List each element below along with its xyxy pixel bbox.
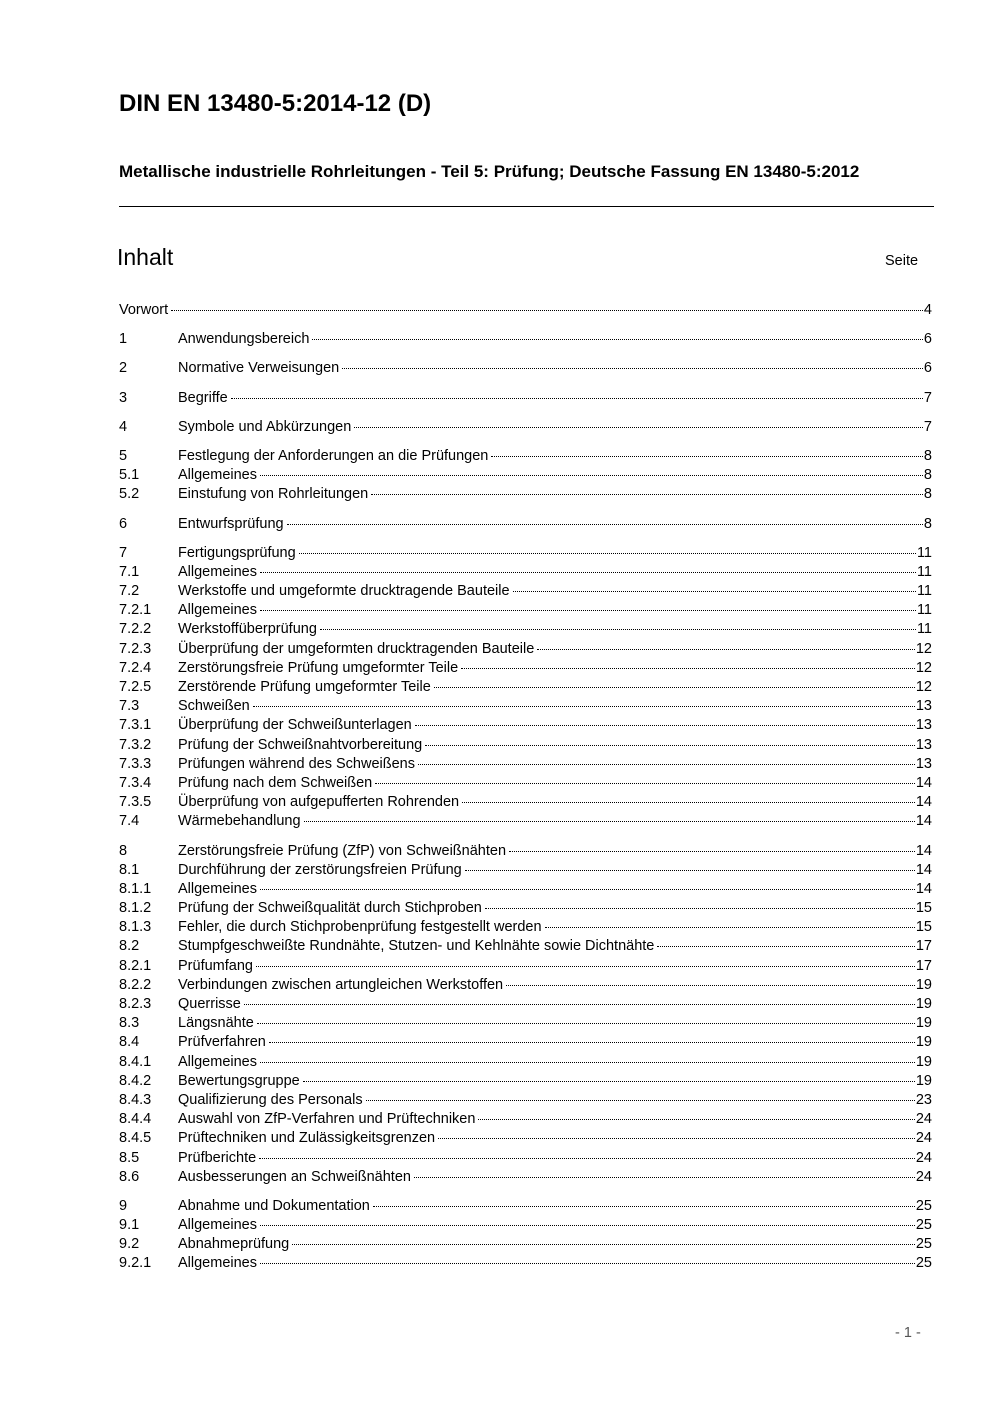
subtitle-divider xyxy=(119,206,934,207)
toc-entry[interactable] xyxy=(119,563,932,582)
toc-entry[interactable] xyxy=(119,1072,932,1091)
toc-entry[interactable] xyxy=(119,1129,932,1148)
toc-entry-page: 11 xyxy=(916,621,932,638)
toc-dot-leader xyxy=(414,1177,915,1178)
toc-entry[interactable] xyxy=(119,861,932,880)
toc-entry-label: Abnahmeprüfung xyxy=(178,1236,290,1253)
toc-entry-label: Querrisse xyxy=(178,996,241,1012)
toc-entry[interactable] xyxy=(119,937,932,956)
toc-entry-page: 14 xyxy=(915,861,932,878)
toc-entry-number: 4 xyxy=(119,418,128,435)
toc-entry-label: Allgemeines xyxy=(178,467,257,484)
toc-entry[interactable] xyxy=(119,793,932,812)
toc-entry-label: Normative Verweisungen xyxy=(178,360,340,377)
toc-dot-leader xyxy=(260,610,916,611)
toc-entry-number: 8.5 xyxy=(119,1149,140,1166)
toc-entry[interactable] xyxy=(119,1149,932,1168)
toc-entry-page: 15 xyxy=(915,900,932,917)
toc-entry-label: Zerstörungsfreie Prüfung umgeformter Teile xyxy=(178,659,459,676)
toc-entry-page: 11 xyxy=(916,544,932,561)
toc-entry-label: Symbole und Abkürzungen xyxy=(178,418,352,435)
toc-entry[interactable] xyxy=(119,774,932,793)
toc-entry-number: 5 xyxy=(119,447,128,464)
toc-heading: Inhalt xyxy=(117,244,174,270)
toc-entry-page: 24 xyxy=(915,1149,932,1166)
toc-dot-leader xyxy=(292,1244,915,1245)
toc-dot-leader xyxy=(342,368,923,369)
toc-entry[interactable] xyxy=(119,678,932,697)
toc-entry-label: Einstufung von Rohrleitungen xyxy=(178,486,369,503)
toc-entry-page: 12 xyxy=(915,679,932,695)
toc-entry-page: 13 xyxy=(915,736,932,753)
toc-entry[interactable] xyxy=(119,1091,932,1110)
toc-entry[interactable] xyxy=(119,485,932,504)
toc-entry[interactable] xyxy=(119,697,932,716)
toc-entry-label: Qualifizierung des Personals xyxy=(178,1091,363,1108)
toc-entry-number: 8 xyxy=(119,842,128,859)
toc-entry-page: 19 xyxy=(915,1015,932,1032)
toc-entry-page: 14 xyxy=(915,774,932,791)
toc-entry[interactable] xyxy=(119,1014,932,1033)
toc-entry[interactable] xyxy=(119,1254,932,1273)
toc-entry[interactable] xyxy=(119,736,932,755)
toc-entry-number: 8.3 xyxy=(119,1015,140,1032)
toc-entry-number: 8.4.3 xyxy=(119,1091,152,1108)
toc-group xyxy=(119,389,932,408)
toc-dot-leader xyxy=(366,1100,915,1101)
toc-dot-leader xyxy=(269,1042,915,1043)
toc-entry-label: Abnahme und Dokumentation xyxy=(178,1197,370,1214)
toc-entry-number: 8.1 xyxy=(119,861,140,878)
toc-entry[interactable] xyxy=(119,1235,932,1254)
toc-entry[interactable] xyxy=(119,515,932,534)
toc-group xyxy=(119,359,932,378)
toc-entry[interactable] xyxy=(119,466,932,485)
toc-entry-number: 9.2 xyxy=(119,1236,140,1253)
toc-entry-page: 14 xyxy=(915,794,932,811)
document-subtitle: Metallische industrielle Rohrleitungen - Teil 5: Prüfung; Deutsche Fassung EN 13480-5:2012 xyxy=(119,162,860,181)
toc-entry-label: Verbindungen zwischen artungleichen Werkstoffen xyxy=(178,976,504,993)
toc-entry[interactable] xyxy=(119,330,932,349)
toc-dot-leader xyxy=(354,427,923,428)
toc-dot-leader xyxy=(260,889,915,890)
toc-entry[interactable] xyxy=(119,812,932,831)
toc-entry-page: 19 xyxy=(915,996,932,1012)
toc-dot-leader xyxy=(438,1138,915,1139)
toc-entry[interactable] xyxy=(119,359,932,378)
toc-group xyxy=(119,447,932,505)
toc-dot-leader xyxy=(415,725,915,726)
toc-entry-label: Prüfung nach dem Schweißen xyxy=(178,774,373,791)
toc-dot-leader xyxy=(485,908,915,909)
toc-dot-leader xyxy=(260,1225,915,1226)
toc-entry-number: 8.2.2 xyxy=(119,976,152,993)
toc-dot-leader xyxy=(478,1119,914,1120)
toc-dot-leader xyxy=(171,310,923,311)
toc-entry-page: 24 xyxy=(915,1168,932,1185)
toc-dot-leader xyxy=(371,494,923,495)
toc-entry-number: 7.2.5 xyxy=(119,679,152,695)
toc-entry[interactable] xyxy=(119,447,932,466)
toc-entry-page: 24 xyxy=(915,1130,932,1147)
toc-dot-leader xyxy=(509,851,915,852)
table-of-contents xyxy=(119,301,932,1284)
toc-entry-label: Allgemeines xyxy=(178,1255,257,1272)
toc-entry-label: Überprüfung der Schweißunterlagen xyxy=(178,717,412,734)
toc-dot-leader xyxy=(259,1158,915,1159)
toc-entry-number: 8.4.4 xyxy=(119,1111,152,1128)
toc-entry[interactable] xyxy=(119,918,932,937)
toc-entry-label: Allgemeines xyxy=(178,602,257,619)
toc-entry[interactable] xyxy=(119,544,932,563)
toc-entry-number: 7.3.1 xyxy=(119,717,152,734)
toc-dot-leader xyxy=(287,524,923,525)
toc-entry-label: Allgemeines xyxy=(178,1053,257,1070)
toc-dot-leader xyxy=(375,783,915,784)
toc-entry-page: 25 xyxy=(915,1236,932,1253)
toc-entry-label: Prüfung der Schweißqualität durch Stichproben xyxy=(178,900,482,917)
toc-entry-label: Auswahl von ZfP-Verfahren und Prüftechniken xyxy=(178,1111,476,1128)
toc-entry-number: 7.3.5 xyxy=(119,794,152,811)
toc-entry-label: Stumpfgeschweißte Rundnähte, Stutzen- und Kehlnähte sowie Dichtnähte xyxy=(178,938,655,955)
toc-entry-label: Prüfverfahren xyxy=(178,1034,266,1051)
toc-entry[interactable] xyxy=(119,755,932,774)
toc-entry-number: 7.2.2 xyxy=(119,621,152,638)
toc-entry[interactable] xyxy=(119,1197,932,1216)
toc-entry-number: 5.1 xyxy=(119,467,140,484)
toc-entry-number: 6 xyxy=(119,515,128,532)
toc-entry-page: 19 xyxy=(915,1034,932,1051)
toc-dot-leader xyxy=(304,821,915,822)
toc-entry-number: 2 xyxy=(119,360,128,377)
toc-entry-page: 14 xyxy=(915,813,932,830)
toc-entry-number: 9 xyxy=(119,1197,128,1214)
toc-dot-leader xyxy=(312,339,923,340)
toc-entry[interactable] xyxy=(119,659,932,678)
toc-entry-page: 14 xyxy=(915,880,932,897)
toc-group xyxy=(119,544,932,832)
toc-entry-page: 19 xyxy=(915,976,932,993)
toc-entry-number: 8.2.3 xyxy=(119,996,152,1012)
toc-entry-label: Entwurfsprüfung xyxy=(178,515,284,532)
toc-entry-label: Prüfumfang xyxy=(178,957,253,974)
toc-entry-number: 9.2.1 xyxy=(119,1255,152,1272)
toc-entry-label: Bewertungsgruppe xyxy=(178,1072,300,1089)
toc-entry-label: Prüftechniken und Zulässigkeitsgrenzen xyxy=(178,1130,436,1147)
toc-entry-number: 7 xyxy=(119,544,128,561)
toc-entry[interactable] xyxy=(119,716,932,735)
toc-entry-page: 19 xyxy=(915,1072,932,1089)
toc-entry-page: 19 xyxy=(915,1053,932,1070)
toc-entry-page: 25 xyxy=(915,1217,932,1234)
toc-entry[interactable] xyxy=(119,389,932,408)
toc-entry-page: 8 xyxy=(923,467,932,484)
toc-dot-leader xyxy=(373,1206,915,1207)
toc-group xyxy=(119,301,932,320)
toc-entry-page: 12 xyxy=(915,640,932,657)
toc-entry-page: 25 xyxy=(915,1197,932,1214)
toc-dot-leader xyxy=(231,398,923,399)
toc-entry-number: 1 xyxy=(119,331,128,348)
toc-entry-label: Prüfungen während des Schweißens xyxy=(178,755,415,772)
toc-entry-page: 6 xyxy=(923,331,932,348)
toc-entry-page: 11 xyxy=(916,583,932,600)
toc-entry[interactable] xyxy=(119,1110,932,1129)
toc-entry-page: 23 xyxy=(915,1091,932,1108)
toc-entry-number: 8.4.1 xyxy=(119,1053,152,1070)
toc-dot-leader xyxy=(462,802,915,803)
toc-entry-page: 7 xyxy=(923,418,932,435)
page-column-label: Seite xyxy=(885,253,919,269)
toc-entry-page: 8 xyxy=(923,447,932,464)
toc-dot-leader xyxy=(256,966,915,967)
toc-entry-label: Begriffe xyxy=(178,389,228,406)
toc-dot-leader xyxy=(513,591,916,592)
toc-entry-page: 17 xyxy=(915,938,932,955)
toc-dot-leader xyxy=(260,572,916,573)
toc-entry-page: 13 xyxy=(915,755,932,772)
toc-entry-label: Zerstörungsfreie Prüfung (ZfP) von Schweißnähten xyxy=(178,842,507,859)
toc-entry-page: 11 xyxy=(916,563,932,580)
toc-entry-number: 7.1 xyxy=(119,563,140,580)
toc-dot-leader xyxy=(257,1023,915,1024)
toc-dot-leader xyxy=(303,1081,915,1082)
toc-dot-leader xyxy=(244,1004,915,1005)
toc-entry-page: 15 xyxy=(915,919,932,936)
toc-entry-number: 8.4.2 xyxy=(119,1072,152,1089)
toc-entry-label: Festlegung der Anforderungen an die Prüfungen xyxy=(178,447,489,464)
toc-entry-label: Werkstoffüberprüfung xyxy=(178,621,317,638)
toc-entry-number: 7.4 xyxy=(119,813,140,830)
toc-entry-page: 24 xyxy=(915,1111,932,1128)
toc-dot-leader xyxy=(461,668,915,669)
toc-entry[interactable] xyxy=(119,1033,932,1052)
toc-entry[interactable] xyxy=(119,640,932,659)
toc-entry-number: 7.3.3 xyxy=(119,755,152,772)
toc-entry-label: Längsnähte xyxy=(178,1015,254,1032)
toc-entry-number: 8.2.1 xyxy=(119,957,152,974)
toc-entry-page: 13 xyxy=(915,717,932,734)
toc-dot-leader xyxy=(506,985,915,986)
toc-group xyxy=(119,330,932,349)
toc-entry-label: Prüfberichte xyxy=(178,1149,257,1166)
toc-dot-leader xyxy=(260,1263,915,1264)
toc-entry[interactable] xyxy=(119,1053,932,1072)
toc-entry-label: Vorwort xyxy=(119,302,169,318)
toc-entry[interactable] xyxy=(119,880,932,899)
toc-entry[interactable] xyxy=(119,1168,932,1187)
toc-entry-label: Überprüfung der umgeformten drucktragenden Bauteile xyxy=(178,640,535,657)
toc-entry-page: 17 xyxy=(915,957,932,974)
toc-entry-number: 7.2.1 xyxy=(119,602,152,619)
toc-group xyxy=(119,515,932,534)
toc-entry[interactable] xyxy=(119,582,932,601)
document-title: DIN EN 13480-5:2014-12 (D) xyxy=(119,90,432,117)
toc-entry-label: Schweißen xyxy=(178,698,250,715)
toc-group xyxy=(119,842,932,1187)
toc-entry-label: Zerstörende Prüfung umgeformter Teile xyxy=(178,679,431,695)
toc-entry-number: 7.2 xyxy=(119,583,140,600)
toc-dot-leader xyxy=(465,870,915,871)
toc-entry[interactable] xyxy=(119,301,932,320)
toc-entry-number: 7.2.3 xyxy=(119,640,152,657)
toc-group xyxy=(119,418,932,437)
toc-entry-label: Allgemeines xyxy=(178,880,257,897)
toc-dot-leader xyxy=(545,927,915,928)
toc-entry-label: Prüfung der Schweißnahtvorbereitung xyxy=(178,736,423,753)
toc-entry-page: 8 xyxy=(923,515,932,532)
toc-dot-leader xyxy=(320,629,916,630)
toc-dot-leader xyxy=(537,649,915,650)
toc-dot-leader xyxy=(425,745,915,746)
toc-entry-page: 8 xyxy=(923,486,932,503)
toc-dot-leader xyxy=(491,456,923,457)
toc-entry-page: 6 xyxy=(923,360,932,377)
toc-entry-number: 7.3.4 xyxy=(119,774,152,791)
toc-entry-label: Werkstoffe und umgeformte drucktragende Bauteile xyxy=(178,583,510,600)
toc-entry-number: 7.2.4 xyxy=(119,659,152,676)
toc-entry-label: Allgemeines xyxy=(178,563,257,580)
toc-entry-number: 3 xyxy=(119,389,128,406)
toc-entry-page: 11 xyxy=(916,602,932,619)
toc-entry[interactable] xyxy=(119,976,932,995)
toc-entry[interactable] xyxy=(119,1216,932,1235)
toc-entry-number: 9.1 xyxy=(119,1217,140,1234)
toc-entry-number: 8.1.3 xyxy=(119,919,152,936)
toc-entry[interactable] xyxy=(119,899,932,918)
page-number: - 1 - xyxy=(895,1325,921,1341)
toc-entry-page: 7 xyxy=(923,389,932,406)
toc-dot-leader xyxy=(418,764,915,765)
toc-dot-leader xyxy=(253,706,915,707)
toc-entry-label: Ausbesserungen an Schweißnähten xyxy=(178,1168,411,1185)
toc-entry-page: 14 xyxy=(915,842,932,859)
toc-entry[interactable] xyxy=(119,995,932,1014)
toc-entry-number: 8.4 xyxy=(119,1034,140,1051)
toc-entry-label: Allgemeines xyxy=(178,1217,257,1234)
toc-group xyxy=(119,1197,932,1274)
toc-dot-leader xyxy=(260,1062,915,1063)
toc-entry-number: 8.2 xyxy=(119,938,140,955)
toc-dot-leader xyxy=(260,475,923,476)
toc-entry-label: Fehler, die durch Stichprobenprüfung festgestellt werden xyxy=(178,919,542,936)
toc-entry[interactable] xyxy=(119,957,932,976)
toc-entry-page: 13 xyxy=(915,698,932,715)
toc-entry[interactable] xyxy=(119,842,932,861)
toc-entry-page: 4 xyxy=(923,302,932,318)
toc-entry-label: Überprüfung von aufgepufferten Rohrenden xyxy=(178,794,460,811)
toc-entry-number: 5.2 xyxy=(119,486,140,503)
toc-entry-label: Wärmebehandlung xyxy=(178,813,301,830)
toc-entry-label: Durchführung der zerstörungsfreien Prüfung xyxy=(178,861,462,878)
toc-entry[interactable] xyxy=(119,620,932,639)
toc-entry-label: Fertigungsprüfung xyxy=(178,544,296,561)
toc-entry-page: 12 xyxy=(915,659,932,676)
toc-dot-leader xyxy=(434,687,915,688)
toc-entry-number: 7.3.2 xyxy=(119,736,152,753)
toc-entry-number: 8.4.5 xyxy=(119,1130,152,1147)
toc-entry-number: 8.1.1 xyxy=(119,880,152,897)
toc-entry-page: 25 xyxy=(915,1255,932,1272)
toc-entry-label: Anwendungsbereich xyxy=(178,331,310,348)
toc-entry[interactable] xyxy=(119,601,932,620)
toc-dot-leader xyxy=(299,553,916,554)
toc-entry-number: 8.6 xyxy=(119,1168,140,1185)
toc-dot-leader xyxy=(657,946,914,947)
toc-entry-number: 8.1.2 xyxy=(119,900,152,917)
toc-entry[interactable] xyxy=(119,418,932,437)
toc-entry-number: 7.3 xyxy=(119,698,140,715)
